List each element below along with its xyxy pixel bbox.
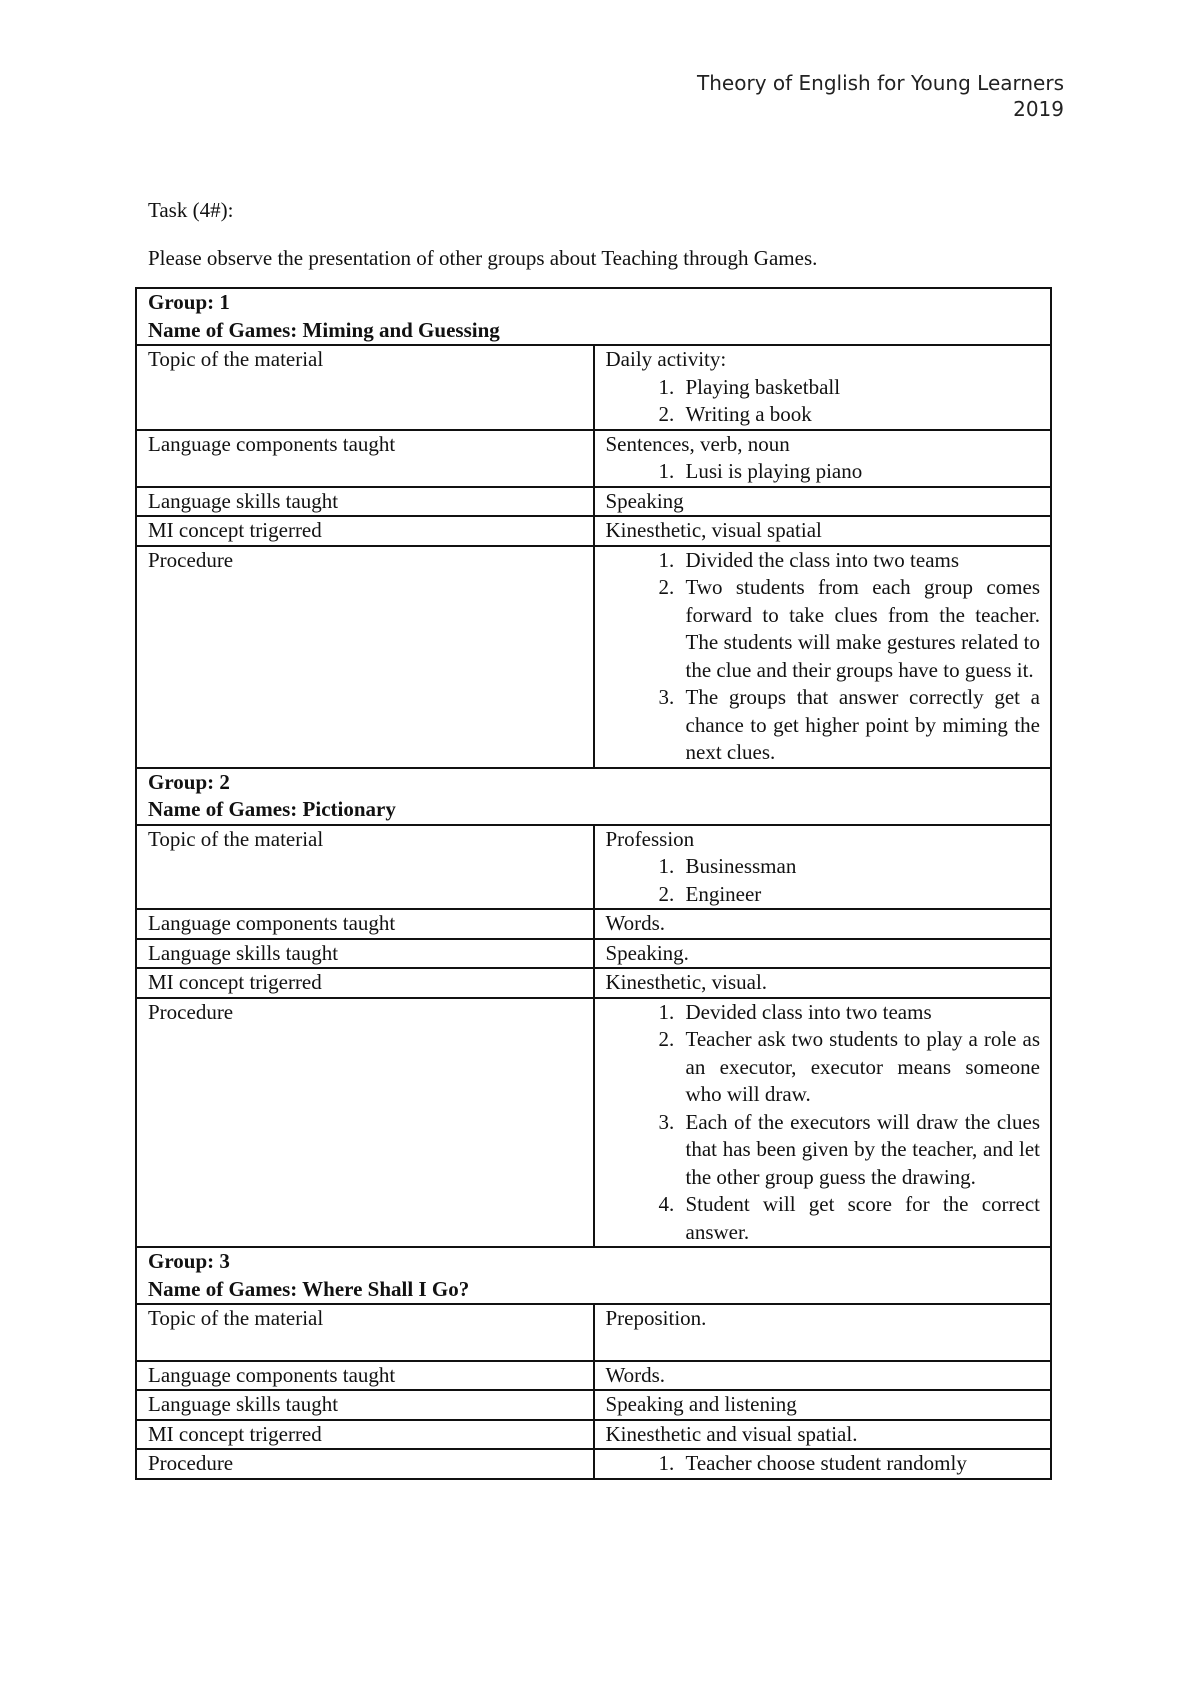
components-list	[606, 458, 1041, 486]
row-value	[594, 1449, 1052, 1479]
row-label: Language components taught	[136, 909, 594, 939]
list-item: 3. Each of the executors will draw the clues that has been given by the teacher, and let the other group guess the drawing.	[680, 1109, 1041, 1192]
list-item: 2. Two students from each group comes forward to take clues from the teacher. The students will make gestures related to the clue and their groups have to guess it.	[680, 574, 1041, 684]
table-row	[136, 1420, 1051, 1450]
list-item: 1. Divided the class into two teams	[680, 547, 1041, 575]
list-item: 1. Teacher choose student randomly	[680, 1450, 1041, 1478]
game-name: Name of Games: Where Shall I Go?	[148, 1276, 470, 1301]
row-value	[594, 998, 1052, 1248]
group-header-row	[136, 288, 1051, 345]
table-row	[136, 345, 1051, 430]
blank-line	[606, 1333, 1041, 1360]
group-number: Group: 1	[148, 290, 230, 314]
group-header-cell	[136, 768, 1051, 825]
table-row	[136, 825, 1051, 910]
group-header-cell	[136, 288, 1051, 345]
row-label: Language components taught	[136, 1361, 594, 1391]
row-value	[594, 546, 1052, 768]
row-label: MI concept trigerred	[136, 516, 594, 546]
table-row	[136, 516, 1051, 546]
row-label: Topic of the material	[136, 825, 594, 910]
list-item: 2. Writing a book	[680, 401, 1041, 429]
row-label: MI concept trigerred	[136, 1420, 594, 1450]
group-header-row	[136, 768, 1051, 825]
table-row	[136, 1449, 1051, 1479]
row-label: Language skills taught	[136, 487, 594, 517]
table-row	[136, 1304, 1051, 1361]
row-value: Words.	[594, 1361, 1052, 1391]
row-value: Speaking.	[594, 939, 1052, 969]
row-value: Kinesthetic, visual.	[594, 968, 1052, 998]
task-instruction: Please observe the presentation of other groups about Teaching through Games.	[148, 246, 818, 270]
table-row	[136, 487, 1051, 517]
row-value: Words.	[594, 909, 1052, 939]
group-header-row	[136, 1247, 1051, 1304]
row-label: Procedure	[136, 1449, 594, 1479]
group-header-cell	[136, 1247, 1051, 1304]
topic-list	[606, 374, 1041, 429]
course-year: 2019	[1013, 97, 1064, 121]
row-value	[594, 430, 1052, 487]
components-value: Sentences, verb, noun	[605, 431, 790, 456]
game-name: Name of Games: Miming and Guessing	[148, 317, 500, 342]
table-row	[136, 968, 1051, 998]
list-item: 1. Businessman	[680, 853, 1041, 881]
procedure-list	[606, 999, 1041, 1247]
row-value: Speaking	[594, 487, 1052, 517]
games-table	[135, 287, 1052, 1480]
table-row	[136, 998, 1051, 1248]
table-row	[136, 546, 1051, 768]
table-row	[136, 1361, 1051, 1391]
row-value: Speaking and listening	[594, 1390, 1052, 1420]
list-item: 2. Engineer	[680, 881, 1041, 909]
table-row	[136, 1390, 1051, 1420]
topic-value: Daily activity:	[605, 347, 727, 371]
row-value: Kinesthetic and visual spatial.	[594, 1420, 1052, 1450]
row-label: Topic of the material	[136, 1304, 594, 1361]
topic-list	[606, 853, 1041, 908]
row-label: Language skills taught	[136, 939, 594, 969]
row-label: Topic of the material	[136, 345, 594, 430]
list-item: 1. Devided class into two teams	[680, 999, 1041, 1027]
row-value	[594, 1304, 1052, 1361]
task-label: Task (4#):	[148, 198, 234, 222]
table-row	[136, 939, 1051, 969]
course-title: Theory of English for Young Learners	[697, 71, 1064, 95]
list-item: 4. Student will get score for the correct answer.	[680, 1191, 1041, 1246]
procedure-list	[606, 547, 1041, 767]
game-name: Name of Games: Pictionary	[148, 797, 396, 821]
topic-value: Preposition.	[605, 1306, 707, 1330]
list-item: 1. Lusi is playing piano	[680, 458, 1041, 486]
group-number: Group: 3	[148, 1249, 230, 1273]
group-number: Group: 2	[148, 769, 230, 794]
topic-value: Profession	[605, 826, 695, 851]
row-value	[594, 825, 1052, 910]
row-label: Language skills taught	[136, 1390, 594, 1420]
list-item: 1. Playing basketball	[680, 374, 1041, 402]
row-label: Procedure	[136, 998, 594, 1248]
list-item: 3. The groups that answer correctly get a chance to get higher point by miming the next clues.	[680, 684, 1041, 767]
table-row	[136, 430, 1051, 487]
row-value	[594, 345, 1052, 430]
row-label: Procedure	[136, 546, 594, 768]
page-header	[697, 70, 1064, 122]
row-label: MI concept trigerred	[136, 968, 594, 998]
row-label: Language components taught	[136, 430, 594, 487]
list-item: 2. Teacher ask two students to play a role as an executor, executor means someone who will draw.	[680, 1026, 1041, 1109]
table-row	[136, 909, 1051, 939]
procedure-list	[606, 1450, 1041, 1478]
row-value: Kinesthetic, visual spatial	[594, 516, 1052, 546]
